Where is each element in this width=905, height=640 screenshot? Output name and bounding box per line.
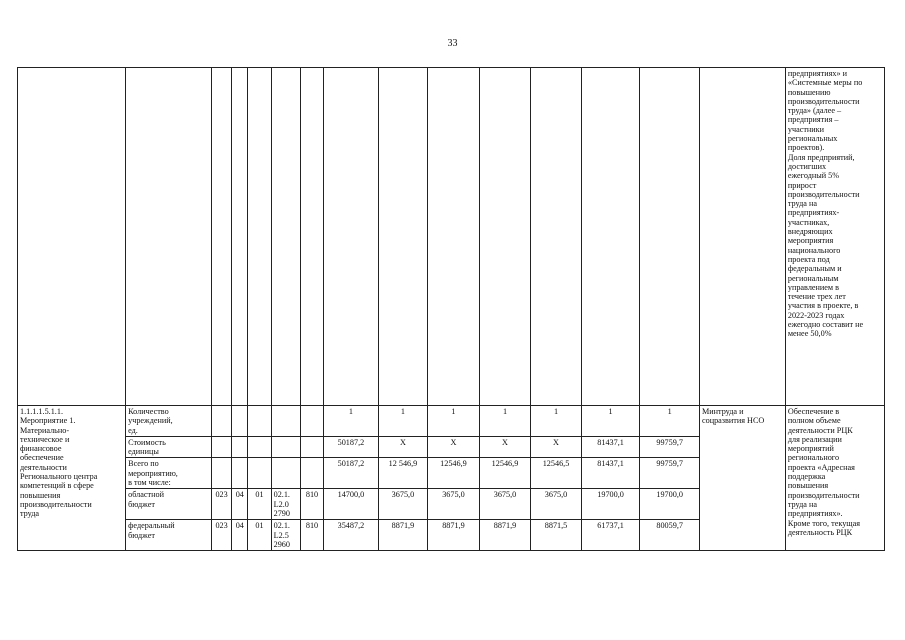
value-cell: 81437,1 <box>581 436 640 458</box>
code-rz: 04 <box>232 520 248 551</box>
value-cell: 1 <box>531 406 582 437</box>
result-text-continued: предприятиях» и «Системные меры по повышению производительности труда» (далее – предприятия – участники региональных проектов). Доля предприятий, достигших ежегодный 5% прирост производительности труда на предприятиях- участниках, внедряющих мероприятия национального проекта под федеральным и региональным управлением в течение трех лет участия в проекте, в 2022-2023 годах ежегодно составит не менее 50,0% <box>785 68 884 406</box>
code-csr: 02.1. L2.0 2790 <box>271 489 300 520</box>
value-cell: 19700,0 <box>581 489 640 520</box>
value-cell: 81437,1 <box>581 458 640 489</box>
value-cell: 1 <box>324 406 379 437</box>
code-pr <box>248 458 271 489</box>
program-table <box>17 67 885 551</box>
value-cell: 8871,9 <box>378 520 428 551</box>
code-grbs: 023 <box>212 520 232 551</box>
value-cell: 50187,2 <box>324 436 379 458</box>
code-csr <box>271 406 300 437</box>
code-csr <box>271 458 300 489</box>
code-vr: 810 <box>300 489 323 520</box>
value-cell: 1 <box>428 406 480 437</box>
row-label: Количество учреждений, ед. <box>126 406 212 437</box>
code-rz: 04 <box>232 489 248 520</box>
value-cell: X <box>428 436 480 458</box>
value-cell: 3675,0 <box>428 489 480 520</box>
value-cell: X <box>378 436 428 458</box>
page-number: 33 <box>447 38 458 49</box>
code-pr: 01 <box>248 520 271 551</box>
code-rz <box>232 436 248 458</box>
code-csr: 02.1. L2.5 2960 <box>271 520 300 551</box>
value-cell: 50187,2 <box>324 458 379 489</box>
event-name: 1.1.1.1.5.1.1. Мероприятие 1. Материально- техническое и финансовое обеспечение деятельности Регионального центра компетенций в сфере повышения производительности труда <box>18 406 126 551</box>
value-cell: 99759,7 <box>640 458 700 489</box>
value-cell: 35487,2 <box>324 520 379 551</box>
code-pr: 01 <box>248 489 271 520</box>
code-pr <box>248 436 271 458</box>
value-cell: 19700,0 <box>640 489 700 520</box>
row-label: Всего по мероприятию, в том числе: <box>126 458 212 489</box>
value-cell: 12546,5 <box>531 458 582 489</box>
value-cell: 1 <box>581 406 640 437</box>
value-cell: 1 <box>640 406 700 437</box>
code-rz <box>232 458 248 489</box>
code-vr <box>300 436 323 458</box>
value-cell: 14700,0 <box>324 489 379 520</box>
value-cell: 1 <box>378 406 428 437</box>
value-cell: 3675,0 <box>378 489 428 520</box>
row-label: федеральный бюджет <box>126 520 212 551</box>
code-csr <box>271 436 300 458</box>
code-rz <box>232 406 248 437</box>
code-grbs <box>212 406 232 437</box>
code-grbs <box>212 436 232 458</box>
value-cell: 8871,9 <box>428 520 480 551</box>
code-vr: 810 <box>300 520 323 551</box>
code-vr <box>300 406 323 437</box>
value-cell: 3675,0 <box>479 489 531 520</box>
value-cell: 61737,1 <box>581 520 640 551</box>
row-label: областной бюджет <box>126 489 212 520</box>
value-cell: 3675,0 <box>531 489 582 520</box>
continued-row <box>18 68 885 406</box>
code-pr <box>248 406 271 437</box>
value-cell: 80059,7 <box>640 520 700 551</box>
value-cell: 99759,7 <box>640 436 700 458</box>
value-cell: 12546,9 <box>428 458 480 489</box>
value-cell: X <box>479 436 531 458</box>
event-executor: Минтруда и соцразвития НСО <box>699 406 785 551</box>
row-label: Стоимость единицы <box>126 436 212 458</box>
code-grbs: 023 <box>212 489 232 520</box>
code-vr <box>300 458 323 489</box>
value-cell: 8871,5 <box>531 520 582 551</box>
value-cell: X <box>531 436 582 458</box>
value-cell: 12 546,9 <box>378 458 428 489</box>
event-result: Обеспечение в полном объеме деятельности РЦК для реализации мероприятий регионального проекта «Адресная поддержка повышения производительности труда на предприятиях». Кроме того, текущая деятельность РЦК <box>785 406 884 551</box>
value-cell: 1 <box>479 406 531 437</box>
value-cell: 8871,9 <box>479 520 531 551</box>
value-cell: 12546,9 <box>479 458 531 489</box>
table-row <box>18 406 885 437</box>
code-grbs <box>212 458 232 489</box>
